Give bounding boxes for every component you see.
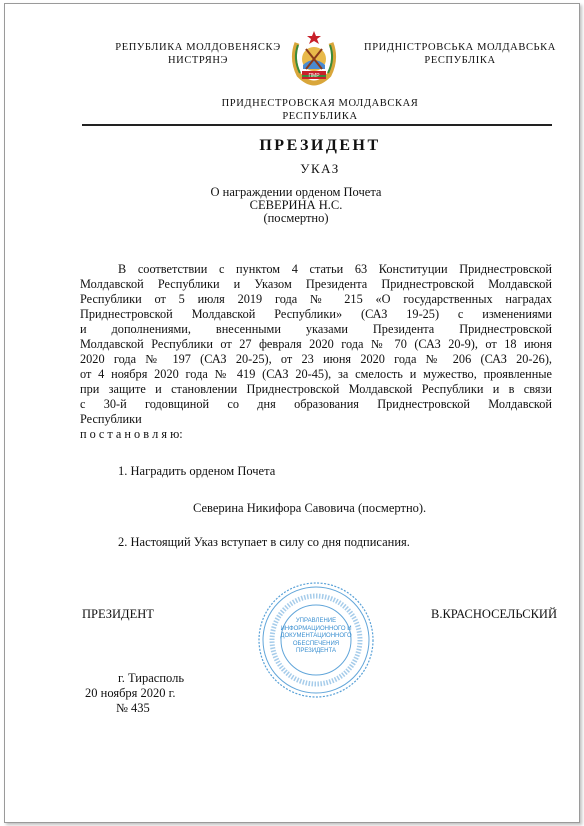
stamp-line: ОБЕСПЕЧЕНИЯ xyxy=(292,640,340,647)
doc-type: УКАЗ xyxy=(300,161,340,176)
stamp-line: УПРАВЛЕНИЕ xyxy=(295,618,337,624)
footer-number: № 435 xyxy=(116,701,150,715)
header-right-line1: ПРИДНІСТРОВСЬКА МОЛДАВСЬКА xyxy=(364,42,556,53)
emblem-text: ПМР xyxy=(308,73,320,79)
header-center-line1: ПРИДНЕСТРОВСКАЯ МОЛДАВСКАЯ xyxy=(221,98,419,109)
header-left xyxy=(108,41,288,67)
signature-name: В.КРАСНОСЕЛЬСКИЙ xyxy=(431,607,557,621)
header-rule xyxy=(82,124,552,126)
header-right xyxy=(360,41,560,67)
header-left-line1: РЕПУБЛИКА МОЛДОВЕНЯСКЭ xyxy=(115,42,281,53)
stamp-line: ПРЕЗИДЕНТА xyxy=(296,648,336,654)
body-line: с 30-й годовщиной со дня образования Приднестровской Молдавской xyxy=(80,397,552,411)
body-line: Молдавской Республики и Указом Президента Приднестровской Молдавской xyxy=(80,277,552,291)
subject-line1: О награждении орденом Почета xyxy=(210,185,382,199)
footer-place: г. Тирасполь xyxy=(118,671,185,685)
doc-subject xyxy=(4,186,584,225)
header-left-line2: НИСТРЯНЭ xyxy=(167,55,229,66)
signature-position: ПРЕЗИДЕНТ xyxy=(82,607,154,621)
body-line: от 4 ноября 2020 года № 419 (САЗ 20-45), за смелость и мужество, проявленные xyxy=(80,367,552,381)
stamp-line: ДОКУМЕНТАЦИОННОГО xyxy=(280,633,352,639)
item-2: 2. Настоящий Указ вступает в силу со дня подписания. xyxy=(118,535,410,549)
body-line: Республики от 5 июля 2019 года № 215 «О государственных наградах xyxy=(80,292,552,306)
subject-line3: (посмертно) xyxy=(263,211,329,225)
stamp-line: ИНФОРМАЦИОННОГО И xyxy=(280,625,352,632)
state-emblem xyxy=(289,29,339,87)
stamp-center-text xyxy=(280,618,352,656)
body-line: Приднестровской Молдавской Республики» (САЗ 19-25) с изменениями xyxy=(80,307,552,321)
item-1-name: Северина Никифора Савовича (посмертно). xyxy=(193,501,427,515)
decree-word: п о с т а н о в л я ю: xyxy=(80,427,183,441)
item-1: 1. Наградить орденом Почета xyxy=(118,464,276,478)
footer-date: 20 ноября 2020 г. xyxy=(85,686,176,700)
official-stamp xyxy=(256,580,376,700)
body-line: 2020 года № 197 (САЗ 20-25), от 23 июня 2020 года № 206 (САЗ 20-26), xyxy=(80,352,552,366)
header-right-line2: РЕСПУБЛІКА xyxy=(424,55,496,66)
body-line: В соответствии с пунктом 4 статьи 63 Конституции Приднестровской xyxy=(118,262,552,276)
body-line: Республики xyxy=(80,412,142,426)
header-center xyxy=(205,97,435,123)
body-line: при защите и становлении Приднестровской Молдавской Республики и в связи xyxy=(80,382,552,396)
doc-title: ПРЕЗИДЕНТ xyxy=(259,137,381,154)
body-line: Молдавской Республики от 27 февраля 2020 года № 70 (САЗ 20-9), от 18 июня xyxy=(80,337,552,351)
header-center-line2: РЕСПУБЛИКА xyxy=(282,111,358,122)
body-line: и дополнениями, внесенными указами Президента Приднестровской xyxy=(80,322,552,336)
subject-line2: СЕВЕРИНА Н.С. xyxy=(249,198,343,212)
